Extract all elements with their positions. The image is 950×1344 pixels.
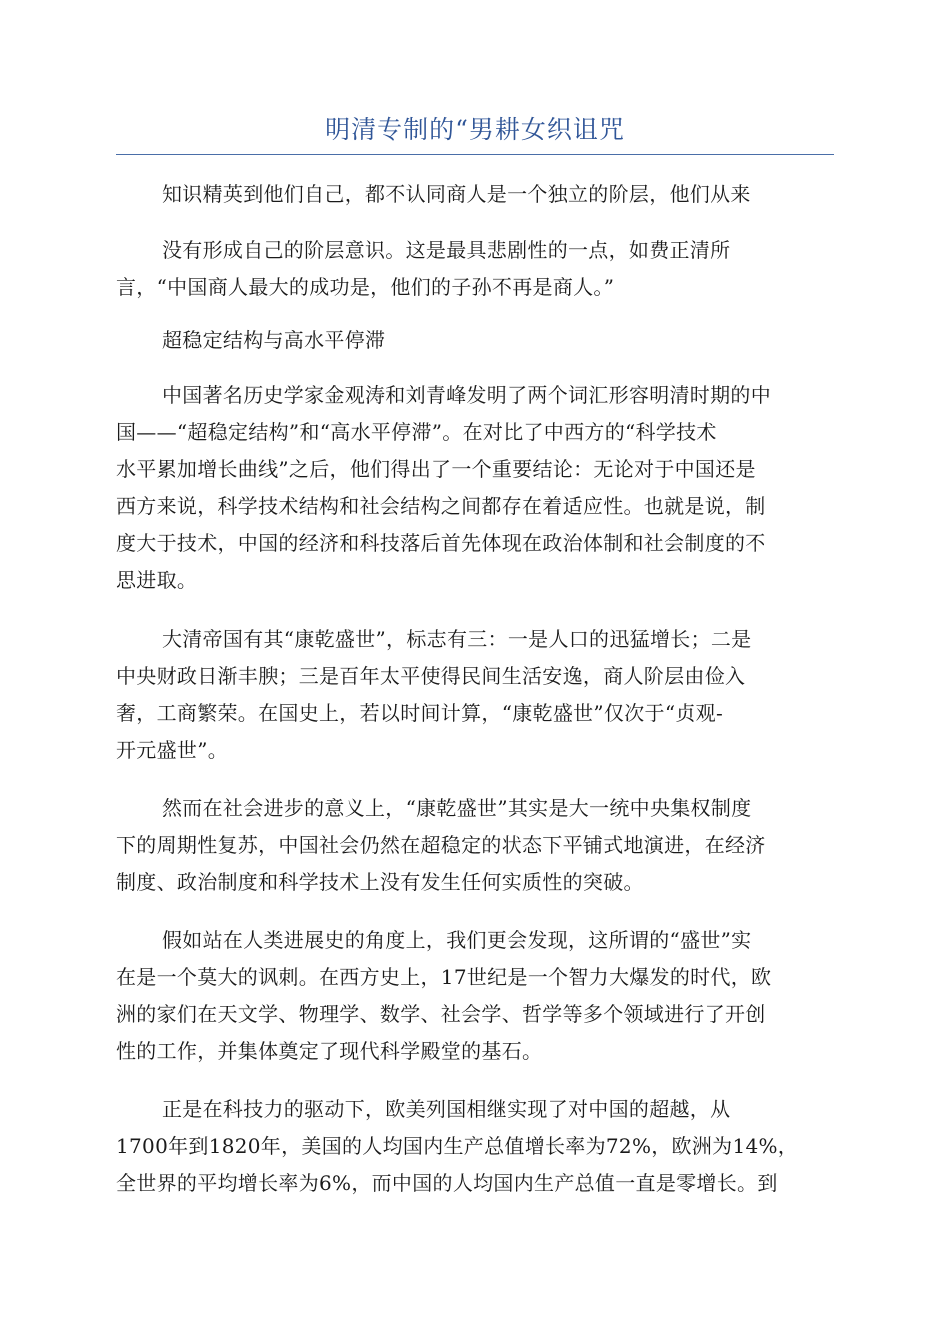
text-line: 水平累加增长曲线”之后，他们得出了一个重要结论：无论对于中国还是 <box>116 457 756 481</box>
text-line: 中央财政日渐丰腴；三是百年太平使得民间生活安逸，商人阶层由俭入 <box>116 664 746 688</box>
paragraph <box>116 377 834 599</box>
text-line: 西方来说，科学技术结构和社会结构之间都存在着适应性。也就是说，制 <box>116 494 766 518</box>
text-line: 正是在科技力的驱动下，欧美列国相继实现了对中国的超越，从 <box>162 1097 731 1121</box>
text-line: 全世界的平均增长率为6%，而中国的人均国内生产总值一直是零增长。到 <box>116 1171 778 1195</box>
paragraph <box>116 232 834 306</box>
text-line: 国——“超稳定结构”和“高水平停滞”。在对比了中西方的“科学技术 <box>116 420 717 444</box>
text-line: 言，“中国商人最大的成功是，他们的子孙不再是商人。” <box>116 275 615 299</box>
section-heading <box>116 322 834 359</box>
title-underline <box>116 154 834 155</box>
text-line: 然而在社会进步的意义上，“康乾盛世”其实是大一统中央集权制度 <box>162 796 752 820</box>
text-line: 奢，工商繁荣。在国史上，若以时间计算，“康乾盛世”仅次于“贞观- <box>116 701 724 725</box>
text-line: 下的周期性复苏，中国社会仍然在超稳定的状态下平铺式地演进，在经济 <box>116 833 766 857</box>
paragraph <box>116 922 834 1070</box>
text-line: 思进取。 <box>116 568 198 592</box>
text-line: 没有形成自己的阶层意识。这是最具悲剧性的一点，如费正清所 <box>162 238 731 262</box>
text-line: 在是一个莫大的讽刺。在西方史上，17世纪是一个智力大爆发的时代，欧 <box>116 965 772 989</box>
document-title: 明清专制的“男耕女织诅咒 <box>325 115 625 144</box>
paragraph <box>116 621 834 769</box>
paragraph <box>116 176 834 213</box>
text-line: 开元盛世”。 <box>116 738 229 762</box>
text-line: 超稳定结构与高水平停滞 <box>162 328 386 352</box>
text-line: 大清帝国有其“康乾盛世”，标志有三：一是人口的迅猛增长；二是 <box>162 627 752 651</box>
text-line: 洲的家们在天文学、物理学、数学、社会学、哲学等多个领域进行了开创 <box>116 1002 766 1026</box>
text-line: 假如站在人类进展史的角度上，我们更会发现，这所谓的“盛世”实 <box>162 928 752 952</box>
paragraph <box>116 1091 834 1202</box>
text-line: 中国著名历史学家金观涛和刘青峰发明了两个词汇形容明清时期的中 <box>162 383 771 407</box>
paragraph <box>116 790 834 901</box>
text-line: 性的工作，并集体奠定了现代科学殿堂的基石。 <box>116 1039 543 1063</box>
text-line: 度大于技术，中国的经济和科技落后首先体现在政治体制和社会制度的不 <box>116 531 766 555</box>
text-line: 知识精英到他们自己，都不认同商人是一个独立的阶层，他们从来 <box>162 182 751 206</box>
text-line: 制度、政治制度和科学技术上没有发生任何实质性的突破。 <box>116 870 644 894</box>
text-line: 1700年到1820年，美国的人均国内生产总值增长率为72%，欧洲为14%， <box>116 1134 799 1158</box>
